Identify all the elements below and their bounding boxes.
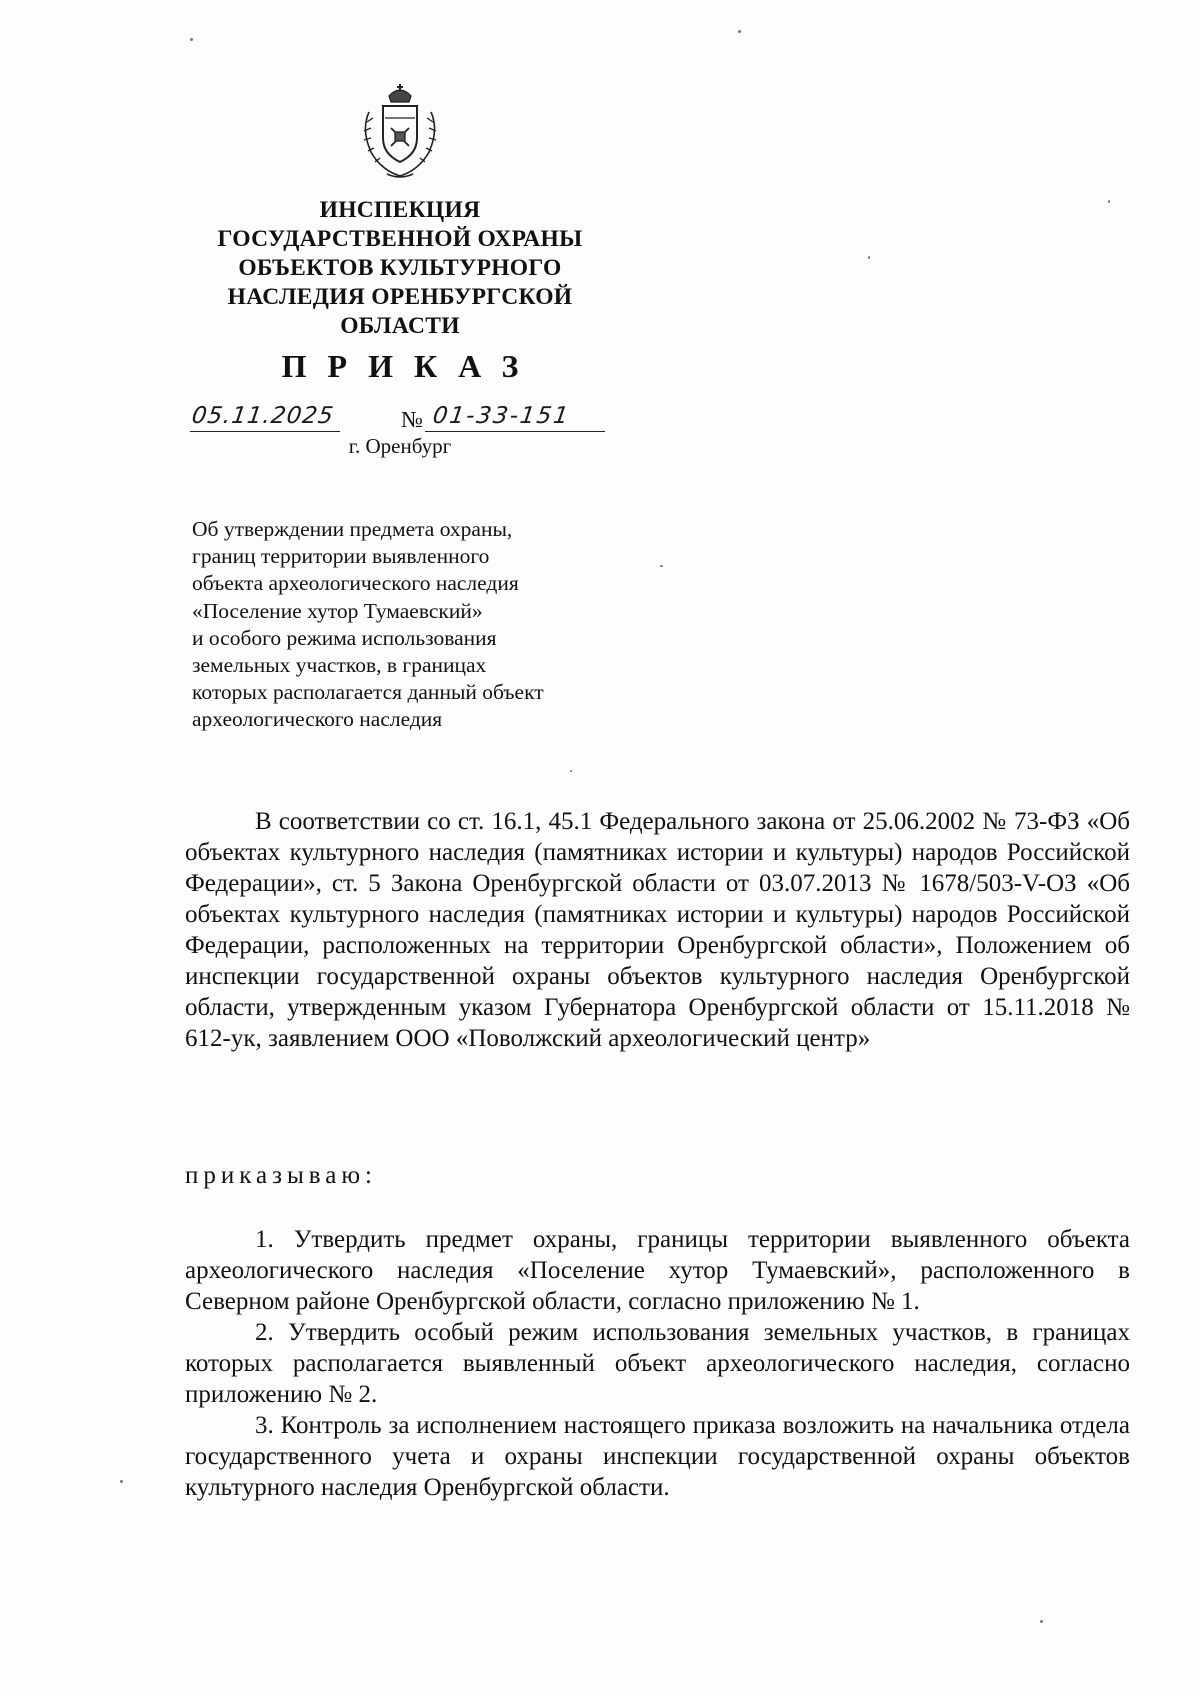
scan-speck [1040, 1620, 1043, 1623]
organization-name [180, 196, 620, 341]
coat-of-arms-icon [355, 82, 445, 182]
order-item: 3. Контроль за исполнением настоящего приказа возложить на начальника отдела государственного учета и охраны инспекции государственной охраны объектов культурного наследия Оренбургской области. [185, 1412, 1130, 1501]
scan-speck [868, 256, 870, 259]
org-line: ОБЛАСТИ [340, 313, 460, 339]
subject-line: земельных участков, в границах [192, 653, 487, 678]
scan-speck [120, 1480, 123, 1483]
scan-speck [660, 565, 663, 567]
subject-line: которых располагается данный объект [192, 680, 544, 705]
subject-line: «Поселение хутор Тумаевский» [192, 598, 483, 623]
number-sign: № [401, 407, 423, 432]
document-title: ПРИКАЗ [281, 348, 540, 384]
org-line: НАСЛЕДИЯ ОРЕНБУРГСКОЙ [227, 284, 573, 310]
order-number: 01-33-151 [431, 403, 572, 429]
orders-word: приказываю: [185, 1162, 377, 1189]
preamble [185, 806, 1130, 1054]
subject-line: и особого режима использования [192, 625, 497, 650]
order-items [185, 1224, 1130, 1503]
city: г. Оренбург [348, 434, 452, 458]
org-line: ГОСУДАРСТВЕННОЙ ОХРАНЫ [217, 226, 583, 252]
scan-speck [190, 38, 193, 41]
number-underline [425, 431, 605, 432]
preamble-text: В соответствии со ст. 16.1, 45.1 Федерального закона от 25.06.2002 № 73-ФЗ «Об объектах культурного наследия (памятниках истории и культуры) народов Российской Федерации», ст. 5 Закона Оренбургской области от 03.07.2013 № 1678/503-V-ОЗ «Об объектах культурного наследия (памятниках истории и культуры) народов Российской Федерации, расположенных на территории Оренбургской области», Положением об инспекции государственной охраны объектов культурного наследия Оренбургской области, утвержденным указом Губернатора Оренбургской области от 15.11.2018 № 612-ук, заявлением ООО «Поволжский археологический центр» [185, 808, 1130, 1052]
scan-speck [1108, 200, 1110, 203]
order-item: 2. Утвердить особый режим использования земельных участков, в границах которых располагается выявленный объект археологического наследия, согласно приложению № 2. [185, 1319, 1130, 1408]
subject-line: археологического наследия [192, 707, 443, 732]
order-date: 05.11.2025 [190, 403, 336, 429]
document-subject [192, 516, 612, 734]
subject-line: Об утверждении предмета охраны, [192, 517, 513, 541]
order-item: 1. Утвердить предмет охраны, границы территории выявленного объекта археологического наследия «Поселение хутор Тумаевский», расположенного в Северном районе Оренбургской области, согласно приложению № 1. [185, 1226, 1130, 1315]
date-underline [190, 431, 340, 432]
subject-line: объекта археологического наследия [192, 571, 519, 596]
subject-line: границ территории выявленного [192, 544, 490, 569]
scan-speck [570, 770, 572, 772]
org-line: ОБЪЕКТОВ КУЛЬТУРНОГО [238, 255, 562, 281]
scan-speck [738, 30, 741, 33]
org-line: ИНСПЕКЦИЯ [319, 197, 481, 223]
